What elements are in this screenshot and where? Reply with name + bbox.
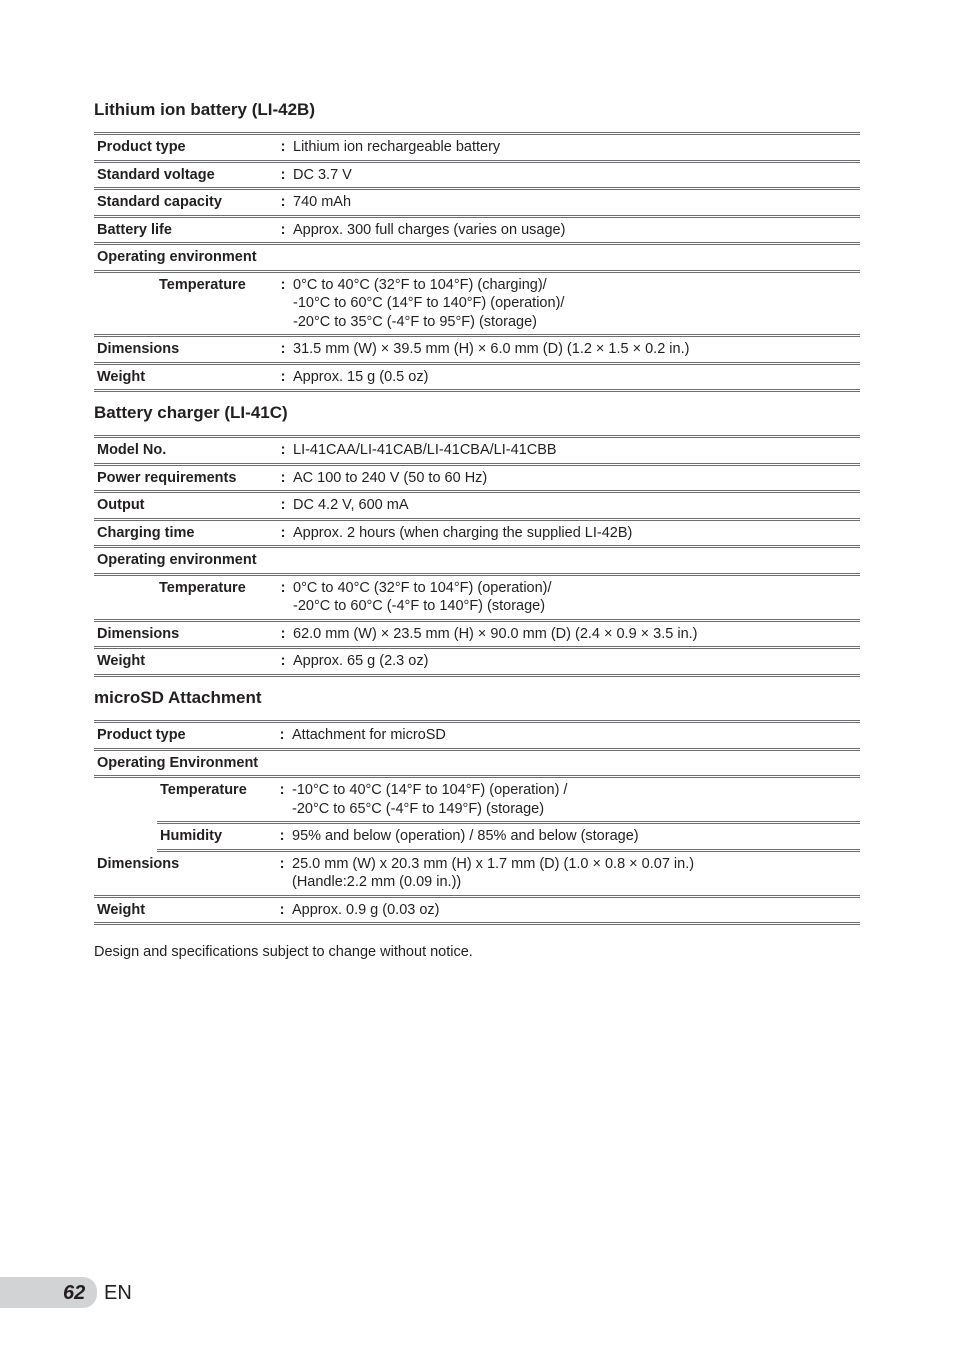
page-language: EN — [104, 1282, 132, 1304]
spec-colon: : — [275, 777, 289, 823]
spec-colon: : — [276, 161, 290, 189]
spec-value-line: (Handle:2.2 mm (0.09 in.)) — [292, 874, 462, 890]
spec-value — [289, 777, 860, 823]
spec-label: Weight — [94, 648, 276, 676]
footnote: Design and specifications subject to change without notice. — [94, 944, 473, 960]
spec-colon: : — [276, 216, 290, 244]
spec-sublabel: Temperature — [157, 777, 275, 823]
spec-value-line: -20°C to 65°C (-4°F to 149°F) (storage) — [292, 800, 545, 817]
spec-label: Weight — [94, 363, 276, 391]
spec-value: DC 4.2 V, 600 mA — [290, 492, 860, 520]
table-row — [94, 777, 860, 823]
spec-label: Charging time — [94, 519, 276, 547]
table-row — [94, 722, 860, 750]
spec-colon: : — [275, 896, 289, 924]
table-row — [94, 492, 860, 520]
spec-label: Product type — [94, 722, 275, 750]
spec-colon: : — [275, 823, 289, 851]
spec-colon: : — [276, 519, 290, 547]
spec-value: 31.5 mm (W) × 39.5 mm (H) × 6.0 mm (D) (1.2 × 1.5 × 0.2 in.) — [290, 336, 860, 364]
table-row — [94, 823, 860, 851]
table-row — [94, 363, 860, 391]
spec-value: Approx. 2 hours (when charging the supplied LI-42B) — [290, 519, 860, 547]
spec-label: Weight — [94, 896, 275, 924]
spec-value-line: 25.0 mm (W) x 20.3 mm (H) x 1.7 mm (D) (1.0 × 0.8 × 0.07 in.) — [292, 855, 695, 872]
spec-value: Approx. 15 g (0.5 oz) — [290, 363, 860, 391]
spec-colon: : — [276, 464, 290, 492]
spec-value-line: -20°C to 60°C (-4°F to 140°F) (storage) — [293, 598, 546, 614]
spec-value-line: 0°C to 40°C (32°F to 104°F) (operation)/ — [293, 579, 552, 596]
table-row — [94, 336, 860, 364]
table-row — [94, 271, 860, 336]
spec-value-line: -20°C to 35°C (-4°F to 95°F) (storage) — [293, 313, 537, 330]
spec-sublabel: Temperature — [94, 271, 276, 336]
spec-colon: : — [276, 336, 290, 364]
spec-group-label: Operating environment — [94, 547, 860, 575]
spec-value-line: -10°C to 40°C (14°F to 104°F) (operation) / — [292, 782, 568, 798]
spec-label: Standard voltage — [94, 161, 276, 189]
spec-colon: : — [276, 437, 290, 465]
spec-label: Standard capacity — [94, 189, 276, 217]
spec-colon: : — [276, 271, 290, 336]
microsd-spec-table — [94, 720, 860, 925]
spec-group-label: Operating environment — [94, 244, 860, 272]
table-row — [94, 749, 860, 777]
table-row — [94, 620, 860, 648]
table-row — [94, 464, 860, 492]
spec-indent — [94, 777, 157, 851]
spec-value: AC 100 to 240 V (50 to 60 Hz) — [290, 464, 860, 492]
spec-label: Dimensions — [94, 620, 276, 648]
spec-value: 62.0 mm (W) × 23.5 mm (H) × 90.0 mm (D) (2.4 × 0.9 × 3.5 in.) — [290, 620, 860, 648]
spec-colon: : — [275, 722, 289, 750]
spec-label: Product type — [94, 134, 276, 162]
spec-value: Lithium ion rechargeable battery — [290, 134, 860, 162]
spec-value: 95% and below (operation) / 85% and below (storage) — [289, 823, 860, 851]
table-row — [94, 216, 860, 244]
spec-value: Approx. 65 g (2.3 oz) — [290, 648, 860, 676]
spec-value-line: 0°C to 40°C (32°F to 104°F) (charging)/ — [293, 276, 547, 293]
spec-colon: : — [276, 574, 290, 620]
table-row — [94, 850, 860, 896]
spec-colon: : — [276, 134, 290, 162]
spec-colon: : — [276, 492, 290, 520]
spec-sublabel: Temperature — [94, 574, 276, 620]
spec-colon: : — [276, 648, 290, 676]
spec-group-label: Operating Environment — [94, 749, 860, 777]
spec-label: Output — [94, 492, 276, 520]
table-row — [94, 189, 860, 217]
microsd-section-title: microSD Attachment — [94, 688, 262, 707]
spec-value: 740 mAh — [290, 189, 860, 217]
spec-label: Model No. — [94, 437, 276, 465]
spec-value: Approx. 300 full charges (varies on usage) — [290, 216, 860, 244]
spec-label: Dimensions — [94, 850, 275, 896]
spec-value: DC 3.7 V — [290, 161, 860, 189]
spec-colon: : — [276, 363, 290, 391]
spec-value: Attachment for microSD — [289, 722, 860, 750]
table-row — [94, 547, 860, 575]
spec-label: Dimensions — [94, 336, 276, 364]
spec-value — [289, 850, 860, 896]
table-row — [94, 244, 860, 272]
spec-value — [290, 574, 860, 620]
spec-label: Power requirements — [94, 464, 276, 492]
table-row — [94, 161, 860, 189]
spec-value — [290, 271, 860, 336]
charger-spec-table — [94, 435, 860, 677]
spec-sublabel: Humidity — [157, 823, 275, 851]
spec-colon: : — [276, 620, 290, 648]
spec-colon: : — [276, 189, 290, 217]
table-row — [94, 134, 860, 162]
table-row — [94, 519, 860, 547]
table-row — [94, 648, 860, 676]
spec-colon: : — [275, 850, 289, 896]
table-row — [94, 896, 860, 924]
spec-value: LI-41CAA/LI-41CAB/LI-41CBA/LI-41CBB — [290, 437, 860, 465]
table-row — [94, 437, 860, 465]
spec-label: Battery life — [94, 216, 276, 244]
spec-value: Approx. 0.9 g (0.03 oz) — [289, 896, 860, 924]
battery-spec-table — [94, 132, 860, 392]
battery-section-title: Lithium ion battery (LI-42B) — [94, 100, 315, 119]
table-row — [94, 574, 860, 620]
page-number: 62 — [63, 1282, 86, 1304]
spec-value-line: -10°C to 60°C (14°F to 140°F) (operation)/ — [293, 295, 565, 311]
charger-section-title: Battery charger (LI-41C) — [94, 403, 288, 422]
